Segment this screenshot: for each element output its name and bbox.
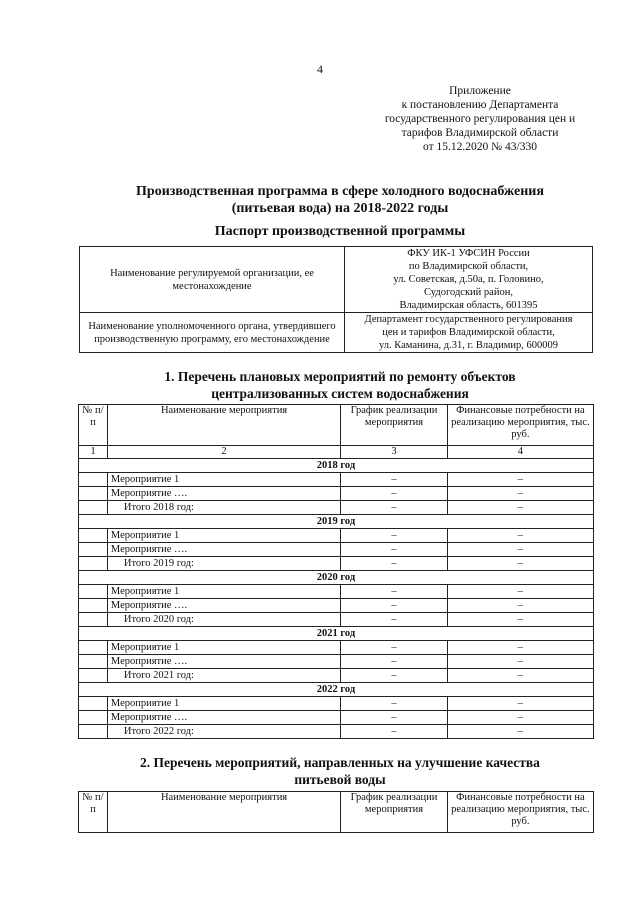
event-schedule: – <box>341 473 448 487</box>
passport-row <box>80 247 593 313</box>
total-finance: – <box>447 557 593 571</box>
event-schedule: – <box>341 599 448 613</box>
header-cell: График реализации мероприятия <box>341 405 448 446</box>
header-cell: График реализации мероприятия <box>341 792 448 833</box>
table-row <box>79 711 594 725</box>
total-row <box>79 669 594 683</box>
total-row <box>79 501 594 515</box>
event-finance: – <box>447 543 593 557</box>
section2-title-line: питьевой воды <box>294 772 386 787</box>
event-schedule: – <box>341 655 448 669</box>
row-number <box>79 697 108 711</box>
column-number: 4 <box>447 446 593 459</box>
row-number <box>79 557 108 571</box>
total-schedule: – <box>341 501 448 515</box>
row-number <box>79 543 108 557</box>
total-label: Итого 2022 год: <box>107 725 340 739</box>
year-row <box>79 515 594 529</box>
passport-value-line: Владимирская область, 601395 <box>399 300 538 311</box>
year-row <box>79 459 594 473</box>
row-number <box>79 599 108 613</box>
row-number <box>79 711 108 725</box>
appendix-line: Приложение <box>449 85 511 97</box>
appendix-block <box>360 84 600 154</box>
event-schedule: – <box>341 529 448 543</box>
total-finance: – <box>447 501 593 515</box>
event-schedule: – <box>341 641 448 655</box>
passport-value <box>345 247 593 313</box>
section2-title <box>60 754 620 788</box>
passport-value-line: цен и тарифов Владимирской области, <box>382 327 555 338</box>
header-cell: Финансовые потребности на реализацию мероприятия, тыс. руб. <box>447 405 593 446</box>
event-name: Мероприятие …. <box>107 711 340 725</box>
row-number <box>79 501 108 515</box>
event-finance: – <box>447 487 593 501</box>
passport-value-line: ул. Каманина, д.31, г. Владимир, 600009 <box>378 340 559 351</box>
event-finance: – <box>447 473 593 487</box>
year-label: 2018 год <box>79 459 594 473</box>
section1-title-line: 1. Перечень плановых мероприятий по ремонту объектов <box>164 369 516 384</box>
total-schedule: – <box>341 725 448 739</box>
header-cell: Финансовые потребности на реализацию мероприятия, тыс. руб. <box>447 792 593 833</box>
table-header-row <box>79 405 594 446</box>
passport-value-line: Департамент государственного регулирования <box>364 314 573 325</box>
total-finance: – <box>447 725 593 739</box>
event-finance: – <box>447 697 593 711</box>
year-label: 2019 год <box>79 515 594 529</box>
row-number <box>79 613 108 627</box>
row-number <box>79 487 108 501</box>
passport-value-line: Судогодский район, <box>424 287 513 298</box>
event-finance: – <box>447 585 593 599</box>
section1-title <box>60 368 620 402</box>
total-row <box>79 613 594 627</box>
appendix-line: от 15.12.2020 № 43/330 <box>423 141 537 153</box>
appendix-line: государственного регулирования цен и <box>384 113 576 125</box>
table-row <box>79 697 594 711</box>
table-row <box>79 543 594 557</box>
event-finance: – <box>447 599 593 613</box>
header-cell: Наименование мероприятия <box>107 792 340 833</box>
appendix-line: тарифов Владимирской области <box>401 127 559 139</box>
event-finance: – <box>447 641 593 655</box>
total-label: Итого 2018 год: <box>107 501 340 515</box>
header-cell: Наименование мероприятия <box>107 405 340 446</box>
year-label: 2022 год <box>79 683 594 697</box>
row-number <box>79 669 108 683</box>
header-cell: № п/п <box>79 405 108 446</box>
row-number <box>79 473 108 487</box>
document-title <box>60 183 620 217</box>
passport-table <box>79 246 593 353</box>
appendix-line: к постановлению Департамента <box>401 99 559 111</box>
passport-value <box>345 313 593 353</box>
row-number <box>79 585 108 599</box>
total-label: Итого 2020 год: <box>107 613 340 627</box>
event-name: Мероприятие 1 <box>107 585 340 599</box>
event-name: Мероприятие 1 <box>107 697 340 711</box>
passport-label: Наименование уполномоченного органа, утвердившего производственную программу, его местонахождение <box>80 313 345 353</box>
column-number: 2 <box>107 446 340 459</box>
passport-row <box>80 313 593 353</box>
passport-value-line: ул. Советская, д.50а, п. Головино, <box>393 274 544 285</box>
event-finance: – <box>447 529 593 543</box>
year-row <box>79 627 594 641</box>
row-number <box>79 655 108 669</box>
event-schedule: – <box>341 487 448 501</box>
header-cell: № п/п <box>79 792 108 833</box>
document-title-line: Производственная программа в сфере холодного водоснабжения <box>136 184 544 199</box>
event-schedule: – <box>341 585 448 599</box>
section2-title-line: 2. Перечень мероприятий, направленных на улучшение качества <box>140 755 540 770</box>
event-name: Мероприятие 1 <box>107 641 340 655</box>
row-number <box>79 529 108 543</box>
column-number: 3 <box>341 446 448 459</box>
event-finance: – <box>447 711 593 725</box>
event-name: Мероприятие 1 <box>107 473 340 487</box>
section2-table <box>78 791 594 833</box>
total-label: Итого 2021 год: <box>107 669 340 683</box>
total-row <box>79 725 594 739</box>
table-row <box>79 473 594 487</box>
event-finance: – <box>447 655 593 669</box>
row-number <box>79 725 108 739</box>
table-row <box>79 655 594 669</box>
passport-value-line: по Владимирской области, <box>408 261 529 272</box>
document-title-line: (питьевая вода) на 2018-2022 годы <box>231 201 449 216</box>
event-schedule: – <box>341 711 448 725</box>
year-label: 2020 год <box>79 571 594 585</box>
event-name: Мероприятие …. <box>107 655 340 669</box>
event-schedule: – <box>341 543 448 557</box>
table-row <box>79 599 594 613</box>
year-row <box>79 571 594 585</box>
table-header-row <box>79 792 594 833</box>
column-number-row <box>79 446 594 459</box>
table-row <box>79 585 594 599</box>
total-finance: – <box>447 613 593 627</box>
table-row <box>79 529 594 543</box>
total-schedule: – <box>341 613 448 627</box>
total-finance: – <box>447 669 593 683</box>
table-row <box>79 641 594 655</box>
total-label: Итого 2019 год: <box>107 557 340 571</box>
passport-value-line: ФКУ ИК-1 УФСИН России <box>407 248 530 259</box>
event-name: Мероприятие …. <box>107 487 340 501</box>
passport-label: Наименование регулируемой организации, ее местонахождение <box>80 247 345 313</box>
event-schedule: – <box>341 697 448 711</box>
row-number <box>79 641 108 655</box>
section1-table <box>78 404 594 739</box>
event-name: Мероприятие …. <box>107 543 340 557</box>
event-name: Мероприятие …. <box>107 599 340 613</box>
year-row <box>79 683 594 697</box>
column-number: 1 <box>79 446 108 459</box>
table-row <box>79 487 594 501</box>
passport-title: Паспорт производственной программы <box>214 224 466 239</box>
total-row <box>79 557 594 571</box>
page-number: 4 <box>317 62 323 76</box>
section1-title-line: централизованных систем водоснабжения <box>211 386 469 401</box>
total-schedule: – <box>341 557 448 571</box>
total-schedule: – <box>341 669 448 683</box>
event-name: Мероприятие 1 <box>107 529 340 543</box>
year-label: 2021 год <box>79 627 594 641</box>
